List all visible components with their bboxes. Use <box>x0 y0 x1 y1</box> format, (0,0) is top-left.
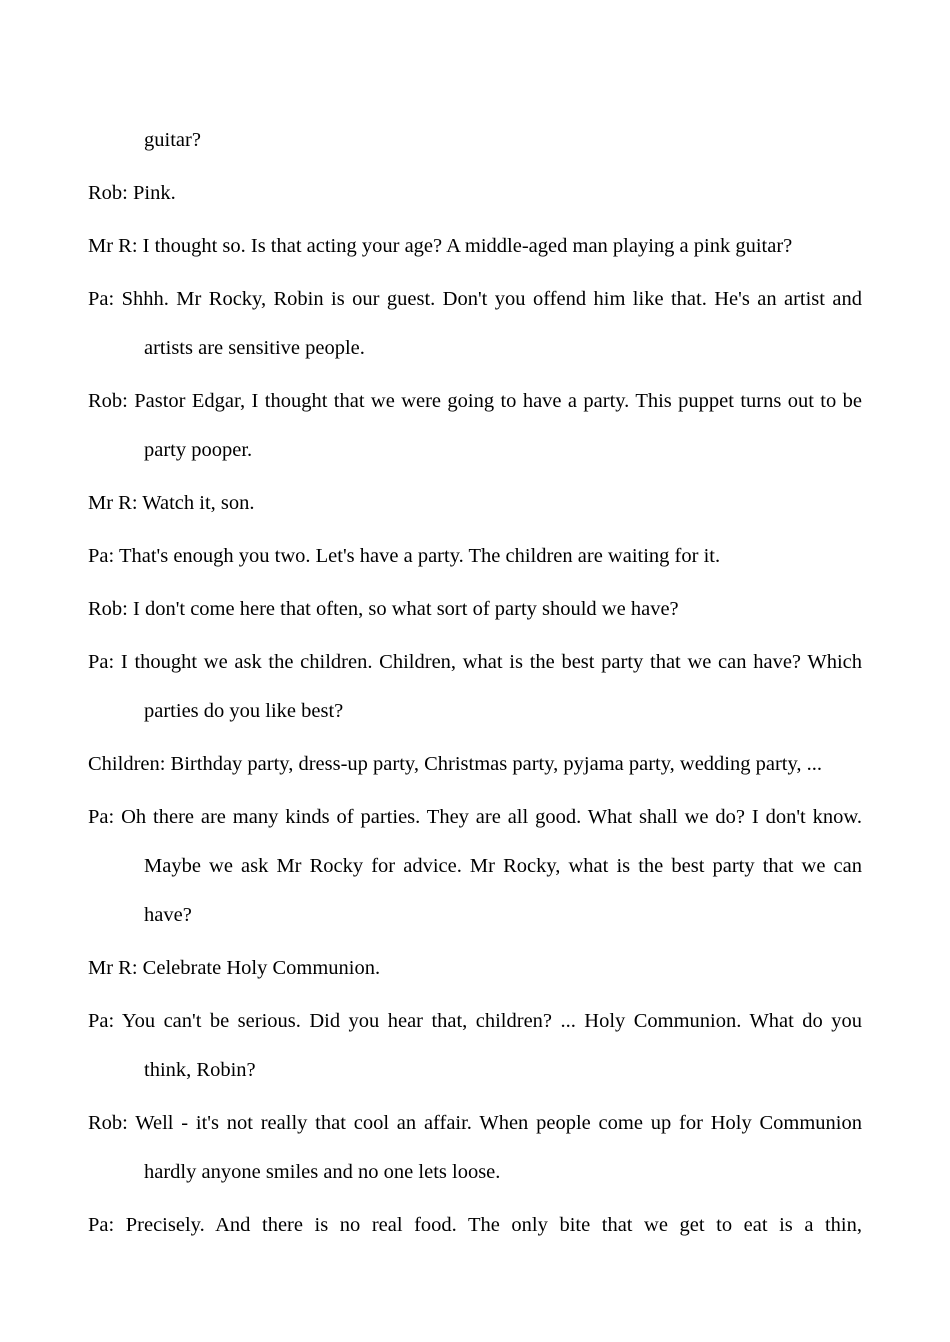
dialogue-line: Mr R: I thought so. Is that acting your age? A middle-aged man playing a pink guitar? <box>88 235 793 257</box>
dialogue-line: Rob: Pastor Edgar, I thought that we were going to have a party. This puppet turns out to be party pooper. <box>88 390 862 461</box>
dialogue-line: Rob: I don't come here that often, so what sort of party should we have? <box>88 598 679 620</box>
dialogue-line: Pa: Shhh. Mr Rocky, Robin is our guest. Don't you offend him like that. He's an artist and artists are sensitive people. <box>88 288 862 359</box>
dialogue-line: Rob: Pink. <box>88 182 176 204</box>
dialogue-line: Pa: I thought we ask the children. Children, what is the best party that we can have? Which parties do you like best? <box>88 651 862 722</box>
dialogue-line: Pa: Precisely. And there is no real food. The only bite that we get to eat is a thin, <box>88 1214 862 1236</box>
dialogue-line: Rob: Well - it's not really that cool an affair. When people come up for Holy Communion hardly anyone smiles and no one lets loose. <box>88 1112 862 1183</box>
dialogue-line: Children: Birthday party, dress-up party, Christmas party, pyjama party, wedding party, ... <box>88 753 823 775</box>
dialogue-line: Mr R: Celebrate Holy Communion. <box>88 957 381 979</box>
dialogue-line: Pa: Oh there are many kinds of parties. They are all good. What shall we do? I don't know. Maybe we ask Mr Rocky for advice. Mr Rocky, what is the best party that we can have? <box>88 806 862 926</box>
paragraph-continuation: guitar? <box>144 129 201 151</box>
dialogue-line: Mr R: Watch it, son. <box>88 492 255 514</box>
dialogue-line: Pa: That's enough you two. Let's have a party. The children are waiting for it. <box>88 545 721 567</box>
dialogue-line: Pa: You can't be serious. Did you hear that, children? ... Holy Communion. What do you think, Robin? <box>88 1010 862 1081</box>
script-text <box>88 116 862 1254</box>
